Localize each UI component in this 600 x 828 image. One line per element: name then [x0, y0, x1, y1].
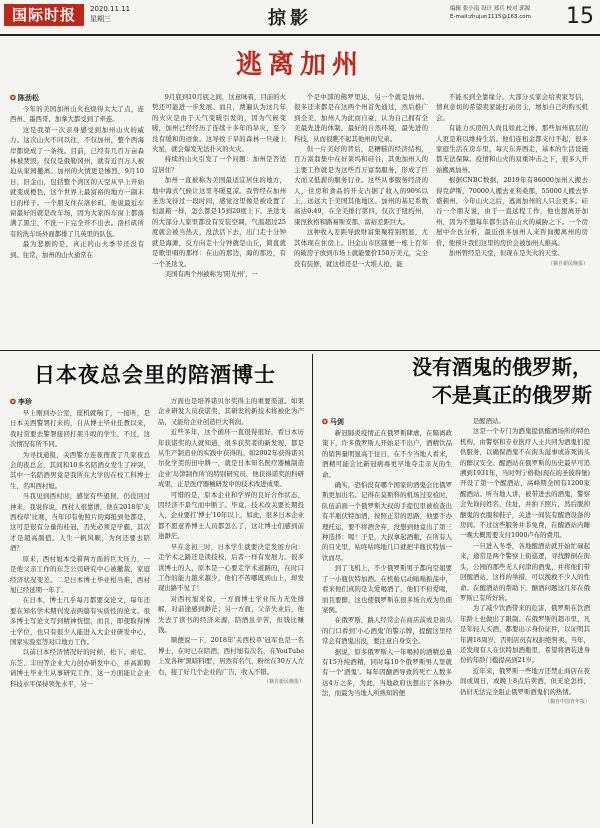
- vertical-divider: [312, 354, 313, 824]
- paragraph: 方面也是培养诺贝尔奖得主的重要渠道。如果企业研发人员获诺奖，其研发的新技术将被化为产品，又能给企业创造巨大利润。: [158, 397, 304, 426]
- paragraph: 个是中部的佛罗里达，另一个就是加州。很多还来都是在这两个州首先通过，然后推广到全美，加州人为此而自豪，认为自己拥有全美最先进的体制，最好的自然环境，最先进的科技，从而很瞧不起其他州的兄弟。: [294, 93, 428, 143]
- paragraph: 不能买到全靠缘分。大部分买家会给卖家写信，情真意切的希望卖家能打动房主，增加自己的购买机会。: [436, 93, 588, 122]
- paragraph: 在日本，博士几乎每月都要交论文，每年还要在知名学术期刊发表两篇有实质性的论文。很多博士写论文写到精神恍惚，而且，即使取得博士学位，也只有很少人能进入大企业研发中心，国家实验室等对口地方工作。: [10, 596, 150, 646]
- paragraph: 近年来，俄罗斯一些地方还禁止商店在夜间或周日，或晚上8点后卖酒，但无论怎样，仍旧无法完全阻止俄罗斯酒鬼们的热情。: [460, 666, 590, 696]
- paragraph: 据说，原多俄罗斯人一年喝掉的酒精总量有15升纯酒精，同时每10个俄罗斯男人里就有一个'酒鬼'。每年因酗酒导致的死亡人数多达4万之多，为此，当地政府也想出了各种办法，而最为当地人所熟知的便: [322, 647, 452, 698]
- paragraph: 原来，西村旭本受着两方面的巨大压力，一是他父亲工作的东芝公司研究中心被撤裁，家庭经济状况变差。二是日本博士毕业相当难，西村旭已经延期一年了。: [10, 554, 150, 594]
- email-line: E-mail:zhujun1115@163.com: [450, 14, 531, 20]
- article2-title: 日本夜总会里的陪酒博士: [34, 363, 276, 387]
- paragraph: 顺便说一下，2018年'关西校草'冠军也是一名博士，在时已在陪酒，西村旭有次名，在YouTube上发各种'黑暗料理'，居然有名气，粉丝在30万人左右，接了好几个企业的广告，收入不错。: [158, 636, 304, 676]
- issue-date: [90, 4, 130, 24]
- page-header: [0, 0, 600, 36]
- paragraph: 加州曾经是天堂，但现在是失火的天堂。: [448, 249, 564, 258]
- article3-column-1: [322, 416, 452, 824]
- paragraph: 确实，恐怕没有哪个国家的酒鬼会比俄罗斯更加出名。记得在莫斯科的机场过安检时，队伍前面一个俄罗斯大叔的手提包里被检查出有半瓶伏特加酒，按照正常的思路，他要不办理托运，要不将酒舍弃，没想到他竟出了第三种选择：喝！于是，大叔拿起酒瓶，在所有人的目光里，咕咚咕咚地几口就把半瓶伏特加一饮而尽。: [322, 481, 452, 562]
- editor-line: 编辑 张小南 设计 郑兵 校对 郭源: [450, 6, 531, 12]
- paragraph: 当我见到西村时，感觉有些狼狈，仍没回过神来，我说你说，西村人很靠谱，他在2018年'关西校草'比赛，当年印有他照片的海报到处都是，这可是很有分量的桂冠，否先必须是学霸，其次才是超高颜值。人生一帆风顺，为何还要去陪酒？: [10, 492, 150, 553]
- weekday-text: 星期三: [90, 15, 111, 23]
- paragraph: 这是一个专门为酒鬼提供醒酒场所的特色机构，由警察和专业医疗人士共同为酒鬼们提供服务，以确保酒鬼不在街头滋事或冻死街头的醉汉安全。醒酒站在俄罗斯的历史最早可追溯到1931年，当时列宁格勒(现在的圣彼得堡)开设了第一个醒酒站，高峰期全国有1200家醒酒站。听当地人讲，被带进去的酒鬼，警察会先询问姓名，住址，并拍下照片，然后脱掉酗鬼的衣服和鞋子，关进一间装有醒酒设备的房间。不过这些服务并非免费，在醒酒站内睡一晚大概需要支付1000卢布的费用。: [460, 427, 590, 540]
- paragraph: 在俄罗斯，路人经常会在商店前或是街头的门口看到'小心酒鬼'的警示牌，提醒这里经常会有酒鬼出没，要注意自身安全。: [322, 616, 452, 646]
- article1-column-1: [10, 92, 144, 346]
- paragraph: 持续的山火引发了一个问题：加州是否适宜居住？: [152, 155, 286, 174]
- star-icon: ✪: [322, 417, 328, 426]
- paragraph: 加州一直被称为美国最适宜居住的地方，地中海式气候让这里冬暖夏凉。我曾经在加州圣迭戈待过一段时间，感觉这里像是被设置了恒温箱一样，怎么都是15到20度上下。圣迭戈的大部分人家里都没有安装空调，气温超过25度就会被当热天，没法活下去，出门走十分钟就是海滩，反方向走十分钟就是山丘，简直就是歌里唱的那样：在山的那边，海的那边，有一个圣迭戈。: [152, 176, 286, 268]
- section-title: 掠影: [268, 8, 312, 29]
- paragraph: 美国有两个州被称为'阳光州'，一: [164, 269, 258, 278]
- paragraph: 为了减少饮酒带来的危害，俄罗斯在饮酒年龄上也做出了限制。在俄罗斯的超市里，凡是年轻人买酒，都要出示身份证件，以证明其年满18周岁，否则店员有权拒绝售卖。当年，还发现有人在伏特加酒瓶里，希望将酒装进身份的年龄门槛提高到21岁。: [460, 604, 590, 665]
- editor-info: [450, 5, 568, 21]
- paragraph: 新冠肺炎疫情正在俄罗斯肆虐，在隔离政策下，许多俄罗斯人开始足不出户，酒精饮品的销售量明显高于往日，在不少当地人看来，酒精可能会比新冠病毒更早地夺走亲友的生命。: [322, 429, 452, 479]
- paragraph: 以前日本经济情况好的时候，松下、索尼、东芝、丰田等企业大力创办研发中心，并高薪聘请博士毕业生从事研究工作，这一方面能让企业科技水平保持领先水平，另一: [10, 648, 150, 688]
- date-text: 2020.11.11: [90, 5, 131, 13]
- article3-title: [330, 353, 592, 409]
- paragraph: 到了飞机上，不少俄罗斯男子都向空姐要了一小瓶伏特加酒。在机舱启动嗡嗡振荡中，看来他们真的是太爱喝酒了，他们不但爱喝，而且要醉，这也使俄罗斯在很多场合成为负面案例。: [322, 564, 452, 614]
- paragraph: 是醒酒站。: [472, 417, 505, 425]
- article1-title: 逃离加州: [235, 50, 364, 80]
- paragraph: 早在念初三时，日本学生就要决定发展方向：走学术之路还是读技校，后者一样有发展力。很多读博士的人，原本是一心要走学术道路的，在时口工作的能力越来越少，他们不苦哪既到山上，却发现出路不见了！: [158, 542, 304, 593]
- article3-byline: ✪ 马剑: [322, 417, 344, 426]
- paragraph: 有能力买房的人尚且如此之惨，那些加州底层的人更是难以维持生活。他们连租金都支付不起，很多家庭生活在房车里，每天东奔西走，基本的生活设施都无法保障。疫情和山火的双重冲击之下，很多人开始搬离加州。: [436, 124, 588, 174]
- article3-title-line-2: 不是真正的俄罗斯: [432, 383, 592, 407]
- article2-column-2: [158, 396, 304, 824]
- article3-title-line-1: 没有酒鬼的俄罗斯，: [412, 355, 592, 379]
- paragraph: 这种收入差距导致财富集聚特别明显，尤其体现在住房上。旧金山市区随便一栋上百年的破房子放到市场上就能要价150万美元，完全没有装修，就这样还是一大堆人抢，能: [294, 228, 428, 268]
- paragraph: 近些多年，这个循环一直很得很好，看日本历年获诺奖的人就知道，很多获奖者的新发现，都是从生产制造业的实践中获得的。如2002年获得诺贝尔化学奖的田中耕一，就是日本知名医疗器械制造企业'岛津制作所'的特别研究员，他获得诺奖的科研成果，正是医疗器械研发中的技术改进成果。: [158, 428, 304, 489]
- paragraph: 最为悲剧的是，真正的山火季节还没有到。往常，加州的山火通常在: [10, 240, 144, 259]
- star-icon: ✪: [10, 93, 16, 102]
- article2-source: （摘自新民晚报）: [263, 678, 304, 685]
- paragraph: 根据CNBC数据，2019年有86000加州人搬去得克萨斯，70000人搬去亚利桑那，55000人搬去华盛顿州，今年山火之后，逃离加州的人只会更多。硅谷一个朋友说，由于一直远程工作，他也想离开加州，因为不想每年都生活在山火的威胁之下。一个房屋中介也分析，最近很多加州人来咨询搬离州的房价，他预计我们这里的房价会被加州人推高。: [436, 176, 588, 247]
- paragraph: 可惜的是，原本企业和学界的良好合作状态，因经济不景气而中断了。毕竟，技术改关要长期投入，企业要扛'博士'10年以上，如此，很多日本企业都不愿意养博士人员都怎么了，这让博士们感到前途渺茫。: [158, 490, 304, 541]
- page-number: 15: [566, 4, 594, 29]
- article1-column-4: [436, 92, 588, 346]
- star-icon: ✪: [10, 397, 16, 406]
- paragraph: 早上刚到办公室，座机就响了，一接听，是日本关西警署打来的，自从博士毕业任教以来，我时常要去警署接回打架斗殴的学生，不过，这次情况有所不同。: [10, 409, 150, 449]
- paragraph: 对西村旭来说，一方面博士学业压力无处排解，对前途感到渺茫；另一方面，父亲失业后，他失去了读书的经济来源，陪酒虽辛苦，但钱比赚钱。: [158, 594, 304, 634]
- article2-byline: ✪ 李珍: [10, 397, 32, 406]
- article3-column-2: [460, 416, 590, 824]
- horizontal-divider: [0, 350, 600, 351]
- article1-byline: ✪ 陈劲松: [10, 93, 39, 102]
- article1-column-3: [294, 92, 428, 346]
- article2-column-1: [10, 396, 150, 824]
- paragraph: 为寻找通报，关西警方连夜搜查了几家夜总会的夜总会，其间和10多名陪酒女发生了冲突，其中一名陪酒男竟是我所在大学的在校工科博士生，名叫西村旭。: [10, 450, 150, 490]
- newspaper-logo: 国际时报: [4, 4, 84, 26]
- article1-column-2: [152, 92, 286, 346]
- article1-source: （摘自新民晚报）: [547, 260, 588, 267]
- paragraph: 但一片美好的背后，是糟糕的经济结构，百万富翁集中在好莱坞和硅谷，其他加州人的主要工作就是为这些百万富翁服务，形成了巨大而又低薪的服务行业。这些从事服务经济的人，住房和食品的开支占据了收入的90%以上，远远大于美国其他地区。加州的基尼系数高达0.49，在全美排行第四，仅次于纽约州，康涅狄格和路易斯安那，富裕差距巨大。: [294, 145, 428, 226]
- paragraph: 这是我第一次亲身感受到加州山火的威力。这次山火不同以往，不仅加州，整个西海岸都烧成了一条线。目前，已经有几百万亩森林被焚毁，仅仅是俄勒冈州，就有近百万人被迫从家园撤离。加州的火情更是惨烈，9月10日，旧金山，包括整个湾区的天空从早上开始就变成橙色，这个世界上最富裕的地方一副末日的样子。一个朋友住在洛杉矶，他说最近车窗最好的就是改车场，因为大家的车窗上都落满了黑尘，不洗一下完全开不出去。洛杉矶所有的洗车场外面都排了几英里的队伍。: [10, 125, 144, 238]
- paragraph: 9月底到10月底之间，这意味着，目前的火势还可能进一步发展。而且，费遍认为这几年的火灾是由于天气变暖引发的，因为气候变暖，加州已经经历了连续十多年的旱灾，至今没有缓和的迹象。这导致干旱的森林一旦碰上火星，就会爆发无法扑灭的火灾。: [152, 93, 286, 154]
- article3-source: （摘自中国青年报）: [544, 698, 590, 705]
- paragraph: 一旦进入冬季，各地醒酒站就开始忙碌起来，通常是两个警察上街巡逻，寻找醉倒在街头，公园的那些无人问津的酒鬼，并将他们带回醒酒站，这样的举措，可以挽救不少人的性命。在醒酒站的帮助下，酗酒问题这几年在俄罗斯已有所好转。: [460, 541, 590, 602]
- paragraph: 今年的美国加州山火也烧得太大了点，连西州、墨西哥、加拿大都受到了牵连。: [10, 105, 144, 124]
